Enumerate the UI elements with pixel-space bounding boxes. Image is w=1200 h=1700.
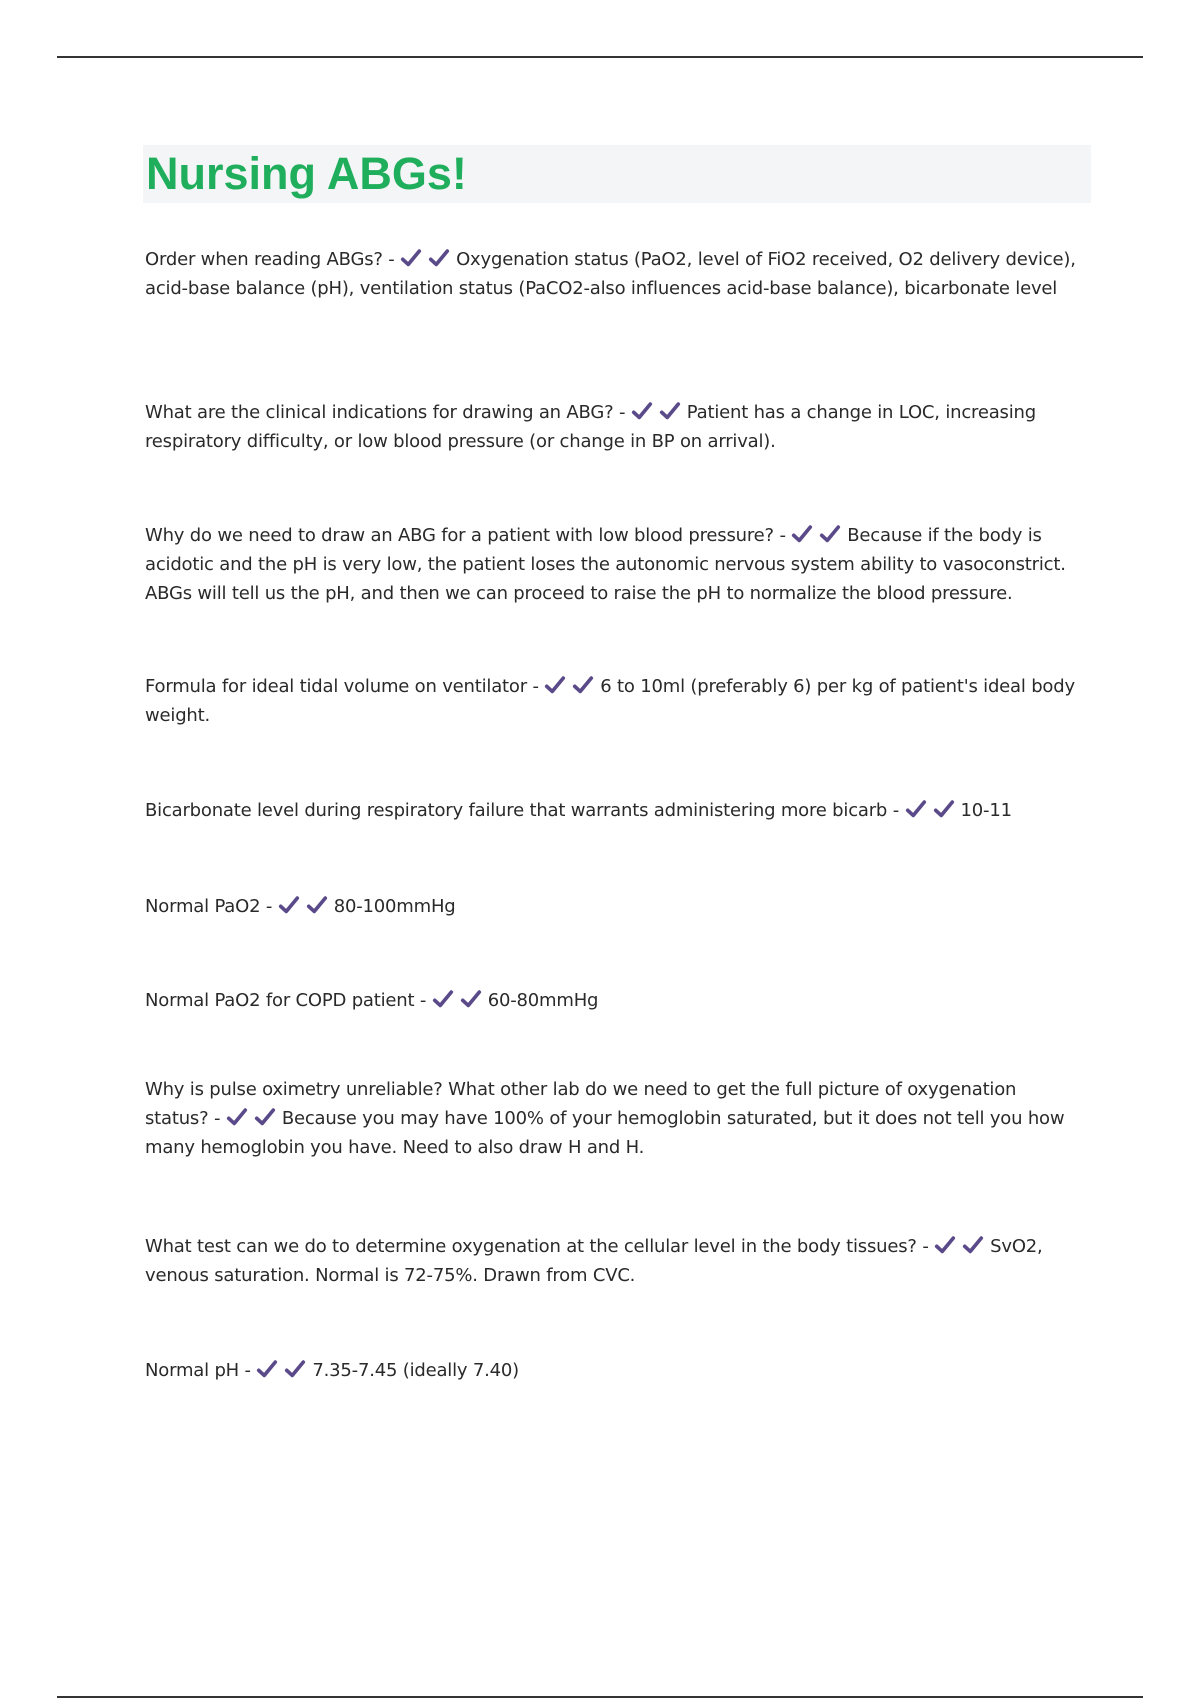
page-title: Nursing ABGs!: [146, 148, 467, 199]
qa-item: [145, 521, 1085, 608]
check-mark-icon: [819, 523, 841, 545]
separator: -: [922, 1236, 929, 1257]
question-text: Bicarbonate level during respiratory failure that warrants administering more bicarb: [145, 800, 888, 821]
check-mark-icon: [933, 798, 955, 820]
qa-item: [145, 1356, 1085, 1385]
answer-text: 7.35-7.45 (ideally 7.40): [312, 1360, 519, 1381]
qa-item: [145, 1232, 1085, 1290]
check-mark-icon: [306, 894, 328, 916]
qa-item: [145, 672, 1085, 730]
check-mark-icon: [934, 1234, 956, 1256]
check-mark-icon: [226, 1106, 248, 1128]
separator: -: [532, 676, 539, 697]
check-mark-icon: [572, 674, 594, 696]
answer-text: Oxygenation status (PaO2, level of FiO2 received, O2 delivery device), acid-base balance (pH), ventilation status (PaCO2-also influences acid-base balance), bicarbonate level: [145, 249, 1076, 299]
check-mark-icon: [256, 1358, 278, 1380]
separator: -: [265, 896, 273, 917]
answer-text: 80-100mmHg: [333, 896, 456, 917]
top-rule: [57, 56, 1143, 58]
question-text: Normal PaO2: [145, 896, 261, 917]
check-mark-icon: [284, 1358, 306, 1380]
question-text: Normal pH: [145, 1360, 240, 1381]
check-mark-icon: [278, 894, 300, 916]
bottom-rule: [57, 1696, 1143, 1698]
answer-text: Because if the body is acidotic and the pH is very low, the patient loses the autonomic nervous system ability to vasoconstrict. ABGs will tell us the pH, and then we can proceed to raise the pH to normalize the blood pressure.: [145, 525, 1066, 604]
answer-text: Because you may have 100% of your hemoglobin saturated, but it does not tell you how many hemoglobin you have. Need to also draw H and H.: [145, 1108, 1065, 1158]
check-mark-icon: [544, 674, 566, 696]
check-mark-icon: [962, 1234, 984, 1256]
check-mark-icon: [432, 988, 454, 1010]
answer-text: 60-80mmHg: [487, 990, 599, 1011]
separator: -: [618, 402, 626, 423]
question-text: What test can we do to determine oxygenation at the cellular level in the body tissues?: [145, 1236, 917, 1257]
answer-text: 6 to 10ml (preferably 6) per kg of patient's ideal body weight.: [145, 676, 1075, 726]
check-mark-icon: [460, 988, 482, 1010]
answer-text: 10-11: [960, 800, 1012, 821]
qa-item: [145, 796, 1085, 825]
separator: -: [892, 800, 899, 821]
check-mark-icon: [428, 247, 450, 269]
qa-item: [145, 986, 1085, 1015]
question-text: Why do we need to draw an ABG for a patient with low blood pressure?: [145, 525, 774, 546]
check-mark-icon: [631, 400, 653, 422]
check-mark-icon: [791, 523, 813, 545]
question-text: Formula for ideal tidal volume on ventilator: [145, 676, 527, 697]
check-mark-icon: [659, 400, 681, 422]
qa-item: [145, 892, 1085, 921]
separator: -: [214, 1108, 221, 1129]
separator: -: [779, 525, 786, 546]
question-text: Normal PaO2 for COPD patient: [145, 990, 415, 1011]
qa-item: [145, 398, 1085, 456]
answer-text: Patient has a change in LOC, increasing respiratory difficulty, or low blood pressure (or change in BP on arrival).: [145, 402, 1036, 452]
check-mark-icon: [400, 247, 422, 269]
separator: -: [388, 249, 395, 270]
check-mark-icon: [905, 798, 927, 820]
separator: -: [244, 1360, 251, 1381]
check-mark-icon: [254, 1106, 276, 1128]
answer-text: SvO2, venous saturation. Normal is 72-75%. Drawn from CVC.: [145, 1236, 1043, 1286]
question-text: Why is pulse oximetry unreliable? What other lab do we need to get the full picture of oxygenation status?: [145, 1079, 1017, 1129]
separator: -: [419, 990, 427, 1011]
question-text: What are the clinical indications for drawing an ABG?: [145, 402, 614, 423]
question-text: Order when reading ABGs?: [145, 249, 383, 270]
qa-item: [145, 245, 1085, 303]
qa-item: [145, 1075, 1085, 1162]
